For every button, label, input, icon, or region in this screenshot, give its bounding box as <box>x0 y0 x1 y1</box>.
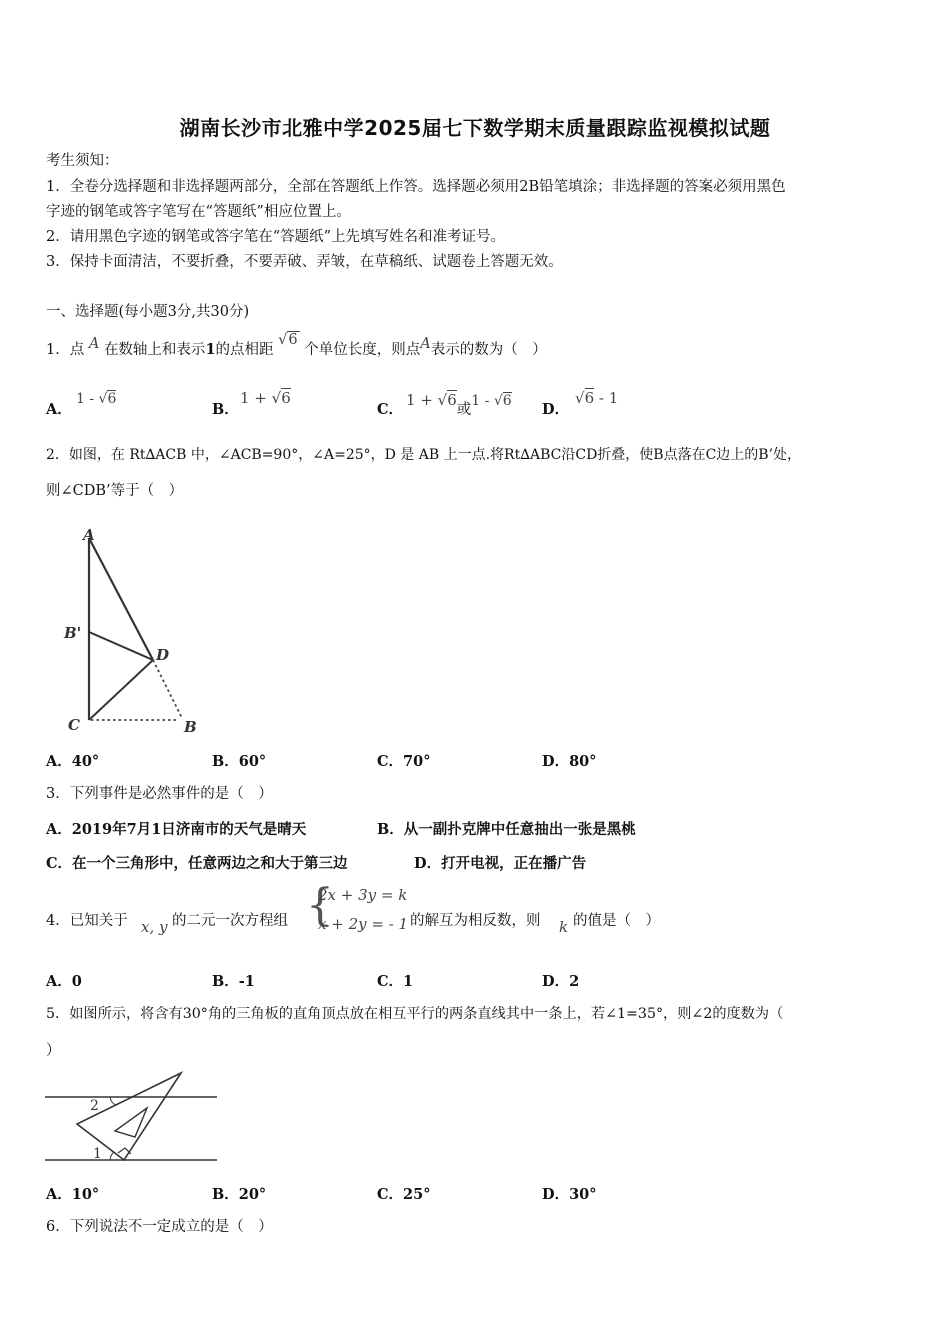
page-title: 湖南长沙市北雅中学2025届七下数学期末质量跟踪监视模拟试题 <box>179 116 771 140</box>
q2-line-db-dotted <box>153 660 182 718</box>
question-2-stem-line-2: 则∠CDB’等于（ ） <box>46 483 184 499</box>
notice-line-3: 3．保持卡面清洁，不要折叠，不要弄破、弄皱，在草稿纸、试题卷上答题无效。 <box>46 254 563 270</box>
q1-option-b-label[interactable]: B． <box>212 401 239 418</box>
q1-option-a-text: 1 - <box>76 391 99 407</box>
q1-sqrt6: √6 <box>278 332 298 348</box>
q1-option-a-label[interactable]: A． <box>46 401 72 418</box>
q1-option-b-text: 1 + <box>240 389 272 407</box>
q2-label-b-prime: B' <box>64 624 82 642</box>
q4-option-a[interactable]: A．0 <box>46 973 82 990</box>
q1-option-c-radicand-1: 6 <box>447 391 457 409</box>
q2-label-a: A <box>83 526 95 544</box>
notice-line-2: 2．请用黑色字迹的钢笔或答字笔在“答题纸”上先填写姓名和准考证号。 <box>46 229 506 245</box>
question-6-stem: 6．下列说法不一定成立的是（ ） <box>46 1219 273 1235</box>
q4-option-c[interactable]: C．1 <box>377 973 414 990</box>
q1-one: 1 <box>205 341 216 358</box>
q2-line-ad <box>89 538 153 660</box>
q1-option-a[interactable]: 1 - √6 <box>76 391 117 407</box>
q4-text-4: 的值是（ ） <box>573 913 660 929</box>
q4-equation-2: x + 2y = - 1 <box>318 915 409 933</box>
q5-option-b[interactable]: B．20° <box>212 1186 267 1203</box>
q1-number: 1． <box>46 342 70 358</box>
question-3-stem: 3．下列事件是必然事件的是（ ） <box>46 786 273 802</box>
question-2-stem-line-1: 2．如图，在 Rt∆ACB 中，∠ACB=90°，∠A=25°，D 是 AB 上一点.将Rt∆ABC沿CD折叠，使B点落在C边上的B’处， <box>46 447 802 463</box>
q2-label-d: D <box>156 646 170 664</box>
q4-k: k <box>559 918 569 936</box>
q1-var-a-2: A <box>420 336 431 352</box>
q5-angle-2-arc <box>110 1097 116 1105</box>
notice-line-1b: 字迹的钢笔或答字笔写在“答题纸”相应位置上。 <box>46 204 351 220</box>
q5-option-d[interactable]: D．30° <box>542 1186 597 1203</box>
q2-line-cd <box>89 660 153 720</box>
q2-option-b[interactable]: B．60° <box>212 753 267 770</box>
q4-equation-1: 2x + 3y = k <box>318 886 408 904</box>
q1-sqrt6-radicand: 6 <box>288 332 298 348</box>
q1-option-c-text-2: 1 - <box>471 393 494 409</box>
q4-text-3: 的解互为相反数，则 <box>410 913 541 929</box>
notice-heading: 考生须知： <box>46 153 119 169</box>
q1-text-5: 表示的数为（ ） <box>430 342 547 358</box>
q1-option-b[interactable]: 1 + √6 <box>240 389 291 407</box>
q5-option-c[interactable]: C．25° <box>377 1186 431 1203</box>
q1-text-2: 在数轴上和表示 <box>103 342 206 358</box>
q1-text-3: 的点相距 <box>215 342 274 358</box>
q2-option-a[interactable]: A．40° <box>46 753 100 770</box>
q1-option-c-label[interactable]: C． <box>377 401 404 418</box>
q4-brace: { <box>306 880 334 931</box>
q2-line-b1d <box>89 632 153 660</box>
q1-option-b-radicand: 6 <box>281 389 291 407</box>
q2-figure <box>60 524 210 736</box>
q3-option-d[interactable]: D．打开电视，正在播广告 <box>414 855 587 872</box>
q1-option-a-radicand: 6 <box>107 391 117 407</box>
q5-option-a[interactable]: A．10° <box>46 1186 100 1203</box>
q5-figure <box>40 1068 222 1166</box>
notice-line-1a: 1．全卷分选择题和非选择题两部分，全部在答题纸上作答。选择题必须用2B铅笔填涂；非选择题的答案必须用黑色 <box>46 179 786 195</box>
q4-option-d[interactable]: D．2 <box>542 973 580 990</box>
q1-option-c[interactable]: 1 + √6或1 - √6 <box>406 391 512 418</box>
q4-vars: x, y <box>141 918 168 936</box>
q5-label-angle-1: 1 <box>93 1146 102 1162</box>
question-1-stem <box>46 332 547 360</box>
q2-option-c[interactable]: C．70° <box>377 753 431 770</box>
q1-option-d[interactable]: √6 - 1 <box>575 389 619 407</box>
q1-text-1: 点 <box>69 342 85 358</box>
q1-var-a: A <box>88 336 100 352</box>
q5-angle-1-arc <box>110 1152 114 1160</box>
q1-option-c-radicand-2: 6 <box>502 393 512 409</box>
q4-option-b[interactable]: B．-1 <box>212 973 255 990</box>
q3-option-c[interactable]: C．在一个三角形中，任意两边之和大于第三边 <box>46 855 348 872</box>
q1-option-c-text-1: 1 + <box>406 391 438 409</box>
q1-option-c-or: 或 <box>456 402 472 418</box>
q5-label-angle-2: 2 <box>90 1098 99 1114</box>
q1-option-d-label[interactable]: D． <box>542 401 570 418</box>
question-5-stem-line-1: 5．如图所示，将含有30°角的三角板的直角顶点放在相互平行的两条直线其中一条上，若∠1=35°，则∠2的度数为（ <box>46 1006 784 1022</box>
q3-option-a[interactable]: A．2019年7月1日济南市的天气是晴天 <box>46 821 307 838</box>
section-heading: 一、选择题(每小题3分,共30分) <box>46 304 250 320</box>
q2-label-b: B <box>184 718 197 736</box>
q2-label-c: C <box>68 716 80 734</box>
q4-text-2: 的二元一次方程组 <box>172 913 288 929</box>
q1-option-d-text: - 1 <box>594 389 619 407</box>
q3-option-b[interactable]: B．从一副扑克牌中任意抽出一张是黑桃 <box>377 821 636 838</box>
question-5-stem-line-2: ） <box>46 1043 61 1059</box>
q1-option-d-radicand: 6 <box>584 389 595 407</box>
q4-text-1: 4．已知关于 <box>46 913 128 929</box>
q1-text-4: 个单位长度，则点 <box>304 342 421 358</box>
q2-option-d[interactable]: D．80° <box>542 753 597 770</box>
